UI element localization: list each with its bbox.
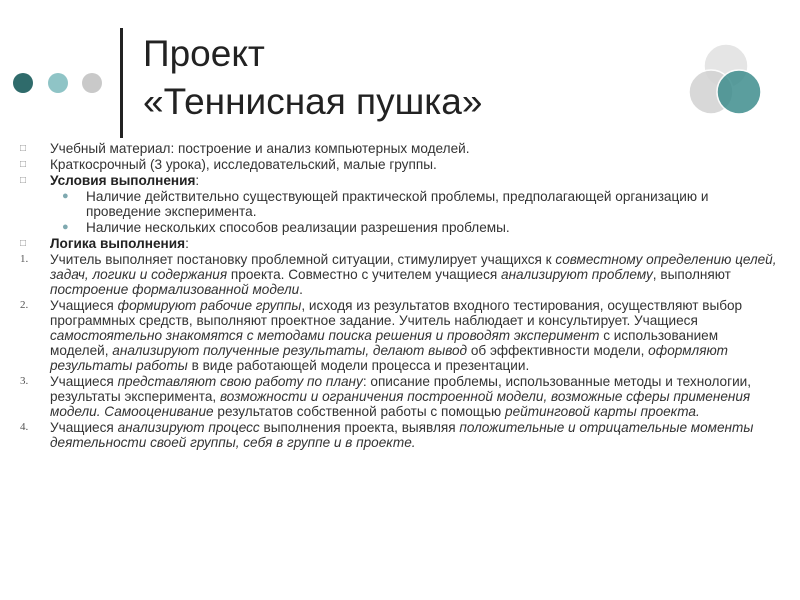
bullet-item: □ Учебный материал: построение и анализ компьютерных моделей. [20,141,470,156]
circle-right [717,70,761,114]
sub-bullet-item: ● Наличие действительно существующей практической проблемы, предполагающей организацию и проведение эксперимента. [62,189,709,219]
emphasis-text: рейтинговой карты проекта. [505,404,700,419]
item-text: Учащиеся [50,298,118,313]
item-text: об эффективности модели, [467,343,649,358]
bullet-marker-icon: □ [20,159,27,170]
item-number: 3. [20,375,29,387]
emphasis-text: положительные и отрицательные моменты деятельности своей группы, себя в группе и в проекте. [50,420,754,450]
item-text: в виде работающей модели процесса и презентации. [187,358,530,373]
emphasis-text: анализируют процесс [117,420,260,435]
item-text: проекта. Совместно с учителем учащиеся [227,267,502,282]
item-text: Учитель выполняет постановку проблемной ситуации, стимулирует учащихся к [50,252,556,267]
emphasis-text: самостоятельно знакомятся с методами поиска решения и проводят эксперимент [50,328,600,343]
bullet-item: □ Условия выполнения: [20,173,200,188]
item-number: 4. [20,421,29,433]
slide-title [143,30,482,126]
bullet-marker-icon: □ [20,175,27,186]
item-text: Учащиеся [50,420,118,435]
decor-dot-teal [48,73,68,93]
emphasis-text: анализируют полученные результаты, делают вывод [112,343,468,358]
sub-bullet-item: ● Наличие нескольких способов реализации разрешения проблемы. [62,220,510,235]
bullet-item: □ Краткосрочный (3 урока), исследовательский, малые группы. [20,157,437,172]
item-number: 2. [20,299,29,311]
title-line-2: «Теннисная пушка» [143,81,483,122]
item-number: 1. [20,253,29,265]
emphasis-text: анализируют проблему [501,267,653,282]
emphasis-text: построение формализованной модели [50,282,300,297]
emphasis-text: возможности и ограничения построенной модели, возможные сферы применения модели. [50,389,751,419]
item-text: результатов собственной работы с помощью [213,404,506,419]
item-text: с использованием моделей, [50,328,719,358]
bullet-marker-icon: □ [20,238,27,249]
numbered-item [20,420,780,450]
emphasis-text: совместному определению целей, задач, логики и содержания [50,252,777,282]
title-divider-bar [120,28,123,138]
item-text: . [299,282,303,297]
emphasis-text: представляют свою работу по плану [117,374,363,389]
emphasis-text: формируют рабочие группы [117,298,302,313]
emphasis-text: оформляют результаты работы [50,343,729,373]
slide-body [20,141,780,451]
numbered-item [20,252,780,297]
overlapping-circles-logo [684,40,768,124]
title-line-1: Проект [143,33,265,74]
sub-bullet-dot-icon: ● [62,221,69,233]
item-text: Учащиеся [50,374,118,389]
sub-bullet-dot-icon: ● [62,190,69,202]
item-text: выполнения проекта, выявляя [259,420,460,435]
item-text: , выполняют [652,267,731,282]
bullet-marker-icon: □ [20,143,27,154]
numbered-item [20,298,780,373]
item-text: : описание проблемы, использованные методы и технологии, результаты эксперимента, [50,374,752,404]
decor-dot-dark [13,73,33,93]
decor-dot-gray [82,73,102,93]
bullet-item: □ Логика выполнения: [20,236,189,251]
emphasis-text: Самооценивание [104,404,214,419]
numbered-item [20,374,780,419]
numbered-list [20,252,780,450]
item-text: , исходя из результатов входного тестирования, осуществляют выбор программных средств, выполняют проектное задание. Учитель наблюдает и консультирует. Учащиеся [50,298,743,328]
